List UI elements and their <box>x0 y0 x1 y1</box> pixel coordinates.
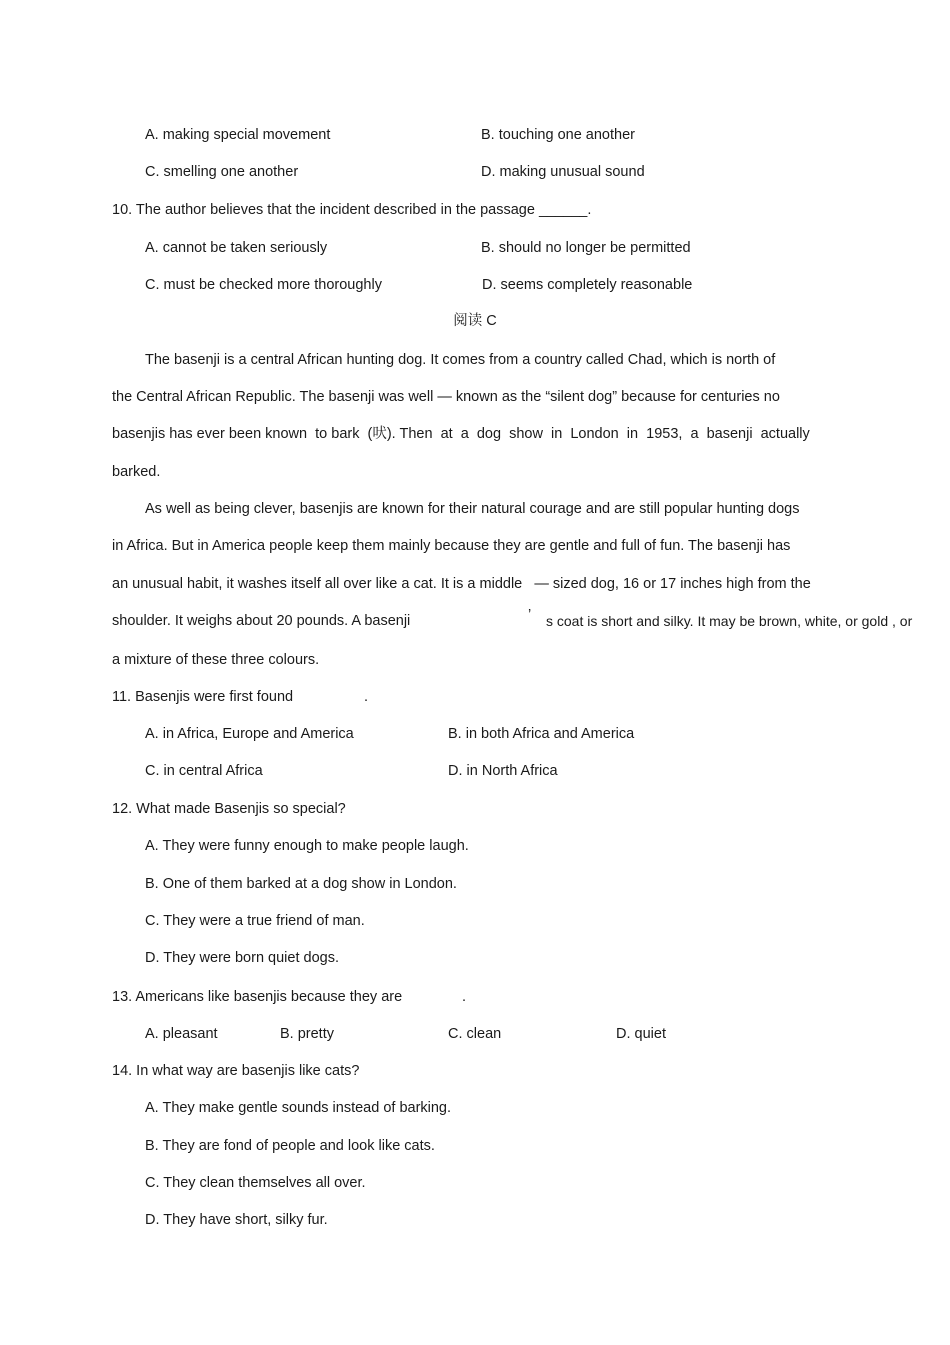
q11-stem: 11. Basenjis were first found <box>112 689 294 705</box>
passage-line: an unusual habit, it washes itself all over like a cat. It is a middle — sized dog, 16 or 17 inches high from the <box>112 576 811 592</box>
q14-option-c: C. They clean themselves all over. <box>145 1175 366 1191</box>
passage-line: s coat is short and silky. It may be brown, white, or gold , or <box>546 613 913 629</box>
q11-stem-end: . <box>364 689 369 705</box>
q9-option-a: A. making special movement <box>145 127 331 143</box>
section-title: 阅读 C <box>453 313 497 329</box>
q9-option-b: B. touching one another <box>481 127 635 143</box>
passage-line: As well as being clever, basenjis are known for their natural courage and are still popular hunting dogs <box>145 501 800 517</box>
q13-option-a: A. pleasant <box>145 1026 218 1042</box>
q12-option-b: B. One of them barked at a dog show in London. <box>145 876 457 892</box>
passage-line: a mixture of these three colours. <box>112 652 320 668</box>
q10-stem: 10. The author believes that the incident described in the passage ______. <box>112 202 592 218</box>
q11-option-a: A. in Africa, Europe and America <box>145 726 354 742</box>
passage-line: barked. <box>112 464 161 480</box>
q14-option-d: D. They have short, silky fur. <box>145 1212 328 1228</box>
passage-line: in Africa. But in America people keep them mainly because they are gentle and full of fun. The basenji has <box>112 538 791 554</box>
apostrophe: ’ <box>528 607 532 623</box>
q10-option-b: B. should no longer be permitted <box>481 240 691 256</box>
passage-line: The basenji is a central African hunting dog. It comes from a country called Chad, which is north of <box>145 352 776 368</box>
q12-option-a: A. They were funny enough to make people laugh. <box>145 838 469 854</box>
q9-option-c: C. smelling one another <box>145 164 299 180</box>
q11-option-d: D. in North Africa <box>448 763 558 779</box>
q14-option-b: B. They are fond of people and look like cats. <box>145 1138 435 1154</box>
q14-option-a: A. They make gentle sounds instead of barking. <box>145 1100 452 1116</box>
q10-option-c: C. must be checked more thoroughly <box>145 277 382 293</box>
passage-line: basenjis has ever been known to bark (吠). Then at a dog show in London in 1953, a basenji actually <box>112 426 810 442</box>
q11-option-b: B. in both Africa and America <box>448 726 635 742</box>
q10-option-d: D. seems completely reasonable <box>482 277 693 293</box>
q13-stem-end: . <box>462 989 467 1005</box>
passage-line: the Central African Republic. The basenji was well — known as the “silent dog” because for centuries no <box>112 389 780 405</box>
q13-stem: 13. Americans like basenjis because they are <box>112 989 403 1005</box>
q10-option-a: A. cannot be taken seriously <box>145 240 328 256</box>
q13-option-d: D. quiet <box>616 1026 666 1042</box>
q12-option-d: D. They were born quiet dogs. <box>145 950 339 966</box>
q12-option-c: C. They were a true friend of man. <box>145 913 365 929</box>
q12-stem: 12. What made Basenjis so special? <box>112 801 346 817</box>
q9-option-d: D. making unusual sound <box>481 164 645 180</box>
q11-option-c: C. in central Africa <box>145 763 263 779</box>
passage-line: shoulder. It weighs about 20 pounds. A basenji <box>112 613 411 629</box>
q14-stem: 14. In what way are basenjis like cats? <box>112 1063 360 1079</box>
q13-option-b: B. pretty <box>280 1026 334 1042</box>
q13-option-c: C. clean <box>448 1026 502 1042</box>
